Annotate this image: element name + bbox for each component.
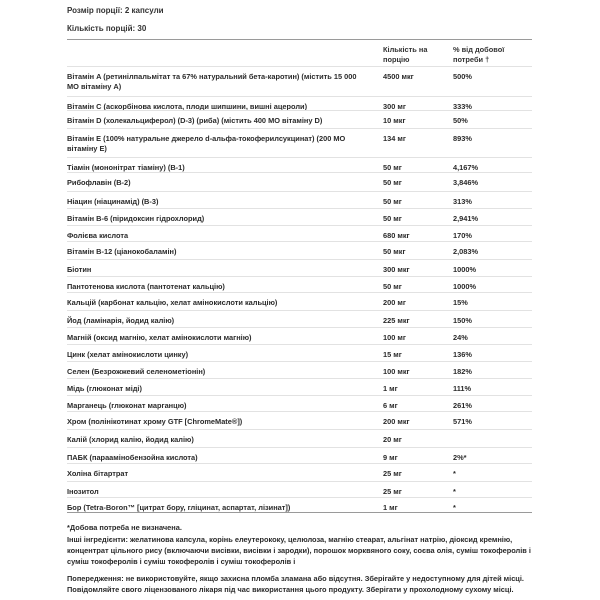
nutrient-name: Калій (хлорид калію, йодид калію) (67, 435, 194, 444)
nutrient-amount: 20 мг (383, 435, 402, 444)
warning-text: Попередження: не використовуйте, якщо захисна пломба зламана або відсутня. Зберігайте у недоступному для дітей місці. Повідомляйте свого ліцензованого лікаря під час використання цього продукту. Зберігати у прохолодному сухому місці. (67, 574, 524, 594)
nutrient-amount: 1 мг (383, 503, 398, 512)
nutrient-daily-value: 111% (453, 384, 472, 393)
nutrient-daily-value: 24% (453, 333, 468, 342)
nutrient-amount: 134 мг (383, 134, 406, 143)
nutrient-daily-value: 3,846% (453, 178, 479, 187)
nutrient-amount: 50 мкг (383, 247, 406, 256)
nutrient-name: Холіна бітартрат (67, 469, 129, 478)
nutrient-row (67, 463, 532, 482)
nutrient-daily-value: 4,167% (453, 163, 479, 172)
nutrient-amount: 300 мг (383, 102, 406, 111)
nutrient-row (67, 225, 532, 242)
nutrient-row (67, 411, 532, 430)
nutrient-name: Ніацин (ніацинамід) (B-3) (67, 197, 159, 206)
nutrient-daily-value: 2,941% (453, 214, 479, 223)
nutrient-name: Марганець (глюконат марганцю) (67, 401, 187, 410)
nutrient-row (67, 395, 532, 412)
nutrient-daily-value: 571% (453, 417, 472, 426)
nutrient-name: Вітамін B-12 (ціанокобаламін) (67, 247, 177, 256)
nutrient-name: Йод (ламінарія, йодид калію) (67, 316, 175, 325)
nutrient-row (67, 447, 532, 464)
nutrient-row (67, 128, 532, 158)
dv-column-header: % від добової потреби † (453, 45, 505, 64)
nutrient-amount: 50 мг (383, 197, 402, 206)
nutrient-daily-value: 170% (453, 231, 472, 240)
nutrient-amount: 9 мг (383, 453, 398, 462)
nutrient-amount: 200 мг (383, 298, 406, 307)
nutrient-name: Магній (оксид магнію, хелат амінокислоти магнію) (67, 333, 252, 342)
nutrient-row (67, 429, 532, 448)
nutrient-daily-value: * (453, 469, 456, 478)
nutrient-daily-value: * (453, 503, 456, 512)
nutrient-name: Інозитол (67, 487, 99, 496)
nutrient-row (67, 292, 532, 311)
nutrient-row (67, 481, 532, 498)
nutrient-daily-value: 136% (453, 350, 472, 359)
nutrient-amount: 10 мкг (383, 116, 406, 125)
nutrient-name: Вітамін A (ретинілпальмітат та 67% натуральний бета-каротин) (містить 15 000 МО вітаміну A) (67, 72, 357, 91)
other-ingredients: Інші інгредієнти: желатинова капсула, корінь елеутерококу, целюлоза, магнію стеарат, альгінат натрію, діоксид кремнію, концентрат цільного рису (включаючи висівки, висівки і зародки), порошок морквяного соку, соєва олія, суміш токоферолів і суміш токоферолів і суміш токоферолів і суміш токоферолів і (67, 535, 531, 566)
nutrient-name: Вітамін C (аскорбінова кислота, плоди шипшини, вишні ацероли) (67, 102, 308, 111)
nutrient-name: Цинк (хелат амінокислоти цинку) (67, 350, 189, 359)
nutrient-amount: 4500 мкг (383, 72, 414, 81)
nutrient-amount: 50 мг (383, 178, 402, 187)
nutrient-amount: 25 мг (383, 469, 402, 478)
nutrient-amount: 100 мг (383, 333, 406, 342)
nutrient-row (67, 344, 532, 362)
nutrient-daily-value: 150% (453, 316, 472, 325)
footnote: *Добова потреба не визначена. (67, 523, 182, 532)
nutrient-name: Селен (Безрожжевий селенометіонін) (67, 367, 206, 376)
nutrient-daily-value: 2%* (453, 453, 467, 462)
nutrient-name: Кальцій (карбонат кальцію, хелат амінокислоти кальцію) (67, 298, 278, 307)
nutrient-amount: 6 мг (383, 401, 398, 410)
nutrient-row (67, 191, 532, 209)
nutrient-daily-value: 893% (453, 134, 472, 143)
nutrient-name: Вітамін B-6 (піридоксин гідрохлорид) (67, 214, 205, 223)
nutrient-row (67, 241, 532, 260)
nutrient-name: Бор (Tetra-Boron™ [цитрат бору, гліцинат, аспартат, лізинат]) (67, 503, 291, 512)
nutrient-row (67, 378, 532, 396)
nutrient-amount: 50 мг (383, 282, 402, 291)
nutrient-row (67, 497, 532, 513)
nutrient-row (67, 110, 532, 129)
nutrient-name: Хром (полінікотинат хрому GTF [ChromeMate®]) (67, 417, 243, 426)
nutrient-amount: 50 мг (383, 163, 402, 172)
nutrient-row (67, 157, 532, 173)
nutrient-amount: 680 мкг (383, 231, 410, 240)
nutrient-amount: 100 мкг (383, 367, 410, 376)
nutrient-row (67, 276, 532, 293)
nutrient-daily-value: 182% (453, 367, 472, 376)
nutrient-amount: 300 мкг (383, 265, 410, 274)
nutrient-name: Вітамін E (100% натуральне джерело d-альфа-токоферилсукцинат) (200 МО вітаміну E) (67, 134, 346, 153)
nutrient-amount: 1 мг (383, 384, 398, 393)
nutrient-name: Біотин (67, 265, 92, 274)
nutrient-name: Пантотенова кислота (пантотенат кальцію) (67, 282, 225, 291)
nutrient-row (67, 259, 532, 277)
nutrient-daily-value: 333% (453, 102, 472, 111)
nutrient-row (67, 172, 532, 192)
nutrient-name: ПАБК (параамінобензойна кислота) (67, 453, 198, 462)
nutrient-daily-value: * (453, 487, 456, 496)
nutrient-daily-value: 313% (453, 197, 472, 206)
amount-column-header: Кількість на порцію (383, 45, 428, 64)
nutrient-daily-value: 2,083% (453, 247, 479, 256)
nutrient-amount: 15 мг (383, 350, 402, 359)
servings-count: Кількість порцій: 30 (67, 24, 147, 33)
nutrient-row (67, 327, 532, 345)
nutrient-daily-value: 50% (453, 116, 468, 125)
nutrient-row (67, 96, 532, 111)
nutrient-name: Вітамін D (холекальциферол) (D-3) (риба) (містить 400 МО вітаміну D) (67, 116, 323, 125)
table-bottom-divider (67, 512, 532, 513)
nutrient-daily-value: 1000% (453, 282, 477, 291)
nutrient-daily-value: 15% (453, 298, 468, 307)
nutrient-row (67, 66, 532, 95)
nutrient-row (67, 361, 532, 379)
nutrient-daily-value: 1000% (453, 265, 477, 274)
nutrient-row (67, 310, 532, 328)
serving-size: Розмір порції: 2 капсули (67, 6, 164, 15)
nutrient-amount: 225 мкг (383, 316, 410, 325)
nutrient-amount: 200 мкг (383, 417, 410, 426)
nutrient-row (67, 208, 532, 226)
nutrient-amount: 25 мг (383, 487, 402, 496)
nutrient-name: Тіамін (мононітрат тіаміну) (B-1) (67, 163, 185, 172)
nutrient-name: Фолієва кислота (67, 231, 129, 240)
nutrient-daily-value: 500% (453, 72, 472, 81)
nutrient-amount: 50 мг (383, 214, 402, 223)
nutrient-daily-value: 261% (453, 401, 472, 410)
nutrient-name: Мідь (глюконат міді) (67, 384, 142, 393)
nutrient-name: Рибофлавін (B-2) (67, 178, 131, 187)
header-divider (67, 39, 532, 40)
